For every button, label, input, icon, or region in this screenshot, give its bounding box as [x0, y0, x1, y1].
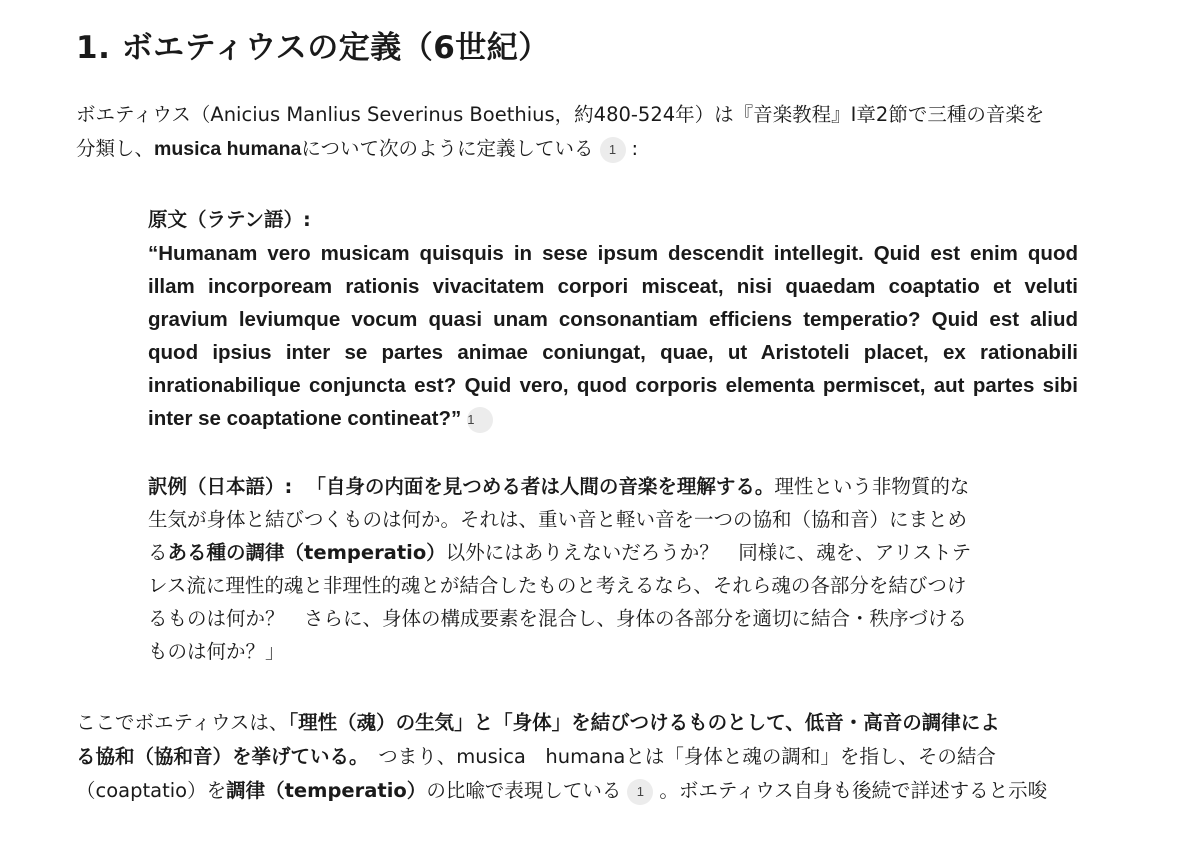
translation-line-6: ものは何か？」	[148, 640, 285, 663]
translation-bold: 「自身の内面を見つめる者は人間の音楽を理解する。	[306, 475, 775, 498]
translation-label: 訳例（日本語）:	[148, 475, 293, 498]
intro-colon: :	[631, 137, 639, 160]
latin-label: 原文（ラテン語）:	[148, 208, 311, 231]
intro-line-2	[76, 132, 1156, 166]
translation-text: 以外にはありえないだろうか？ 同様に、魂を、アリストテ	[445, 541, 972, 564]
translation-text: 理性という非物質的な	[774, 475, 970, 498]
translation-line-3	[148, 536, 1078, 569]
intro-line-1: ボエティウス（Anicius Manlius Severinus Boethius，約480-524年）は『音楽教程』Ⅰ章2節で三種の音楽を	[76, 103, 1045, 126]
translation-line-4: レス流に理性的魂と非理性的魂とが結合したものと考えるなら、それら魂の各部分を結びつけ	[148, 574, 967, 597]
conclusion-paragraph	[76, 706, 1156, 808]
conclusion-text: の比喩で表現している	[426, 779, 622, 802]
conclusion-text: 。ボエティウス自身も後続で詳述すると示唆	[659, 779, 1048, 802]
intro-paragraph	[76, 98, 1156, 166]
translation-line-1	[148, 470, 1078, 503]
footnote-marker[interactable]: 1	[627, 779, 653, 805]
musica-humana-term: musica humana	[154, 138, 302, 160]
footnote-marker[interactable]: 1	[467, 407, 493, 433]
latin-quote-block	[148, 203, 1078, 435]
latin-quote	[148, 237, 1078, 435]
footnote-marker[interactable]: 1	[600, 137, 626, 163]
conclusion-text: （coaptatio）を	[76, 779, 227, 802]
conclusion-line-3	[76, 774, 1156, 808]
translation-bold: ある種の調律（temperatio）	[167, 541, 446, 564]
translation-block	[148, 470, 1078, 668]
intro-text: について次のように定義している	[301, 137, 594, 160]
conclusion-text: つまり、musica humanaとは「身体と魂の調和」を指し、その結合	[358, 745, 996, 768]
latin-quote-text: “Humanam vero musicam quisquis in sese ipsum descendit intellegit. Quid est enim quod illam incorpoream rationis vivacitatem corpori misceat, nisi quaedam coaptatio et veluti gravium leviumque vocum quasi unam consonantiam efficiens temperatio? Quid est aliud quod ipsius inter se partes animae coniungat, quae, ut Aristoteli placet, ex rationabili inrationabilique conjuncta est? Quid vero, quod corporis elementa permiscet, aut partes sibi inter se coaptatione contineat?”	[148, 242, 1078, 430]
conclusion-bold: 調律（temperatio）	[226, 779, 427, 802]
conclusion-bold: 「理性（魂）の生気」と「身体」を結びつけるものとして、低音・高音の調律によ	[288, 711, 1000, 734]
conclusion-line-1	[76, 706, 1156, 740]
translation-line-2: 生気が身体と結びつくものは何か。それは、重い音と軽い音を一つの協和（協和音）にまとめ	[148, 508, 968, 531]
translation-line-5: るものは何か？ さらに、身体の構成要素を混合し、身体の各部分を適切に結合・秩序づける	[148, 607, 968, 630]
intro-text: 分類し、	[76, 137, 155, 160]
conclusion-bold: る協和（協和音）を挙げている。	[76, 745, 359, 768]
conclusion-text: ここでボエティウスは、	[76, 711, 289, 734]
translation-text: る	[148, 541, 168, 564]
section-heading: 1. ボエティウスの定義（6世紀）	[76, 30, 550, 66]
conclusion-line-2	[76, 740, 1156, 774]
